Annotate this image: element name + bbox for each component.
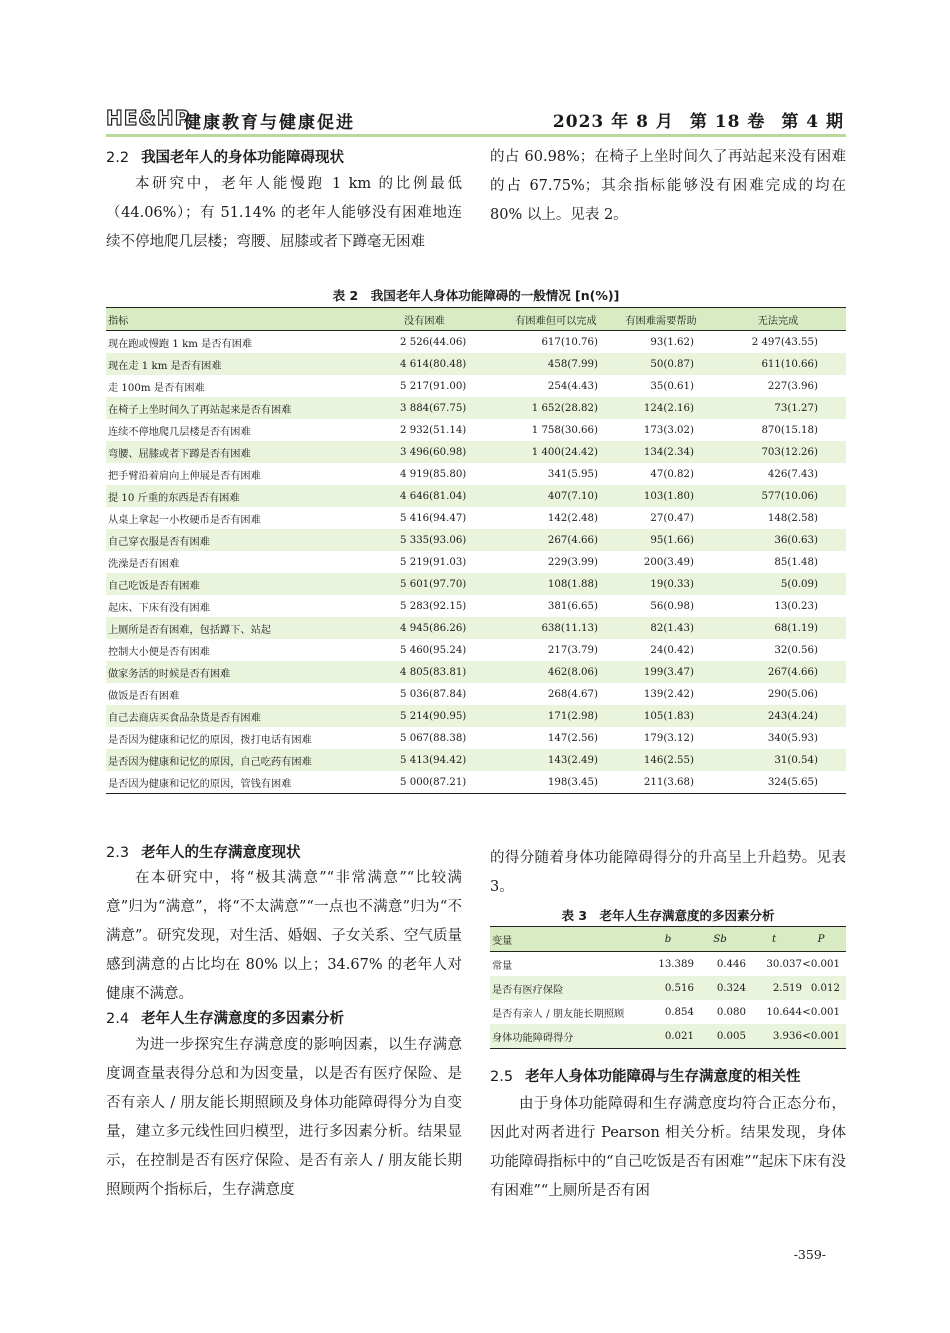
table-cell: 走 100m 是否有困难 [108, 382, 205, 394]
table-cell: 做家务活的时候是否有困难 [106, 661, 400, 683]
table-cell: 199(3.47) [612, 661, 710, 683]
section-2-4-paragraph-right: 的得分随着身体功能障碍得分的升高呈上升趋势。见表 3。 [490, 850, 846, 895]
section-heading-2-4 [106, 1008, 462, 1030]
table-cell: 703(12.26) [710, 441, 846, 463]
table-cell: 2 497(43.55) [751, 336, 818, 348]
section-number: 2.5 [490, 1069, 514, 1085]
table-cell: 32(0.56) [774, 644, 818, 656]
table-cell: 4 805(83.81) [400, 661, 500, 683]
table-cell: 2.519 [746, 976, 802, 1000]
issue-volume: 第 18 卷 [689, 112, 766, 132]
section-heading-2-3 [106, 842, 462, 864]
table-cell: 弯腰、屈膝或者下蹲是否有困难 [106, 441, 400, 463]
table-cell: 0.854 [664, 1006, 694, 1018]
table-row [106, 727, 846, 749]
table-cell: 870(15.18) [761, 424, 818, 436]
table-cell: 243(4.24) [710, 705, 846, 727]
table-cell: 现在走 1 km 是否有困难 [106, 353, 400, 375]
section-2-4-paragraph-left: 为进一步探究生存满意度的影响因素，以生存满意度调查量表得分总和为因变量，以是否有医疗保险、是否有亲人 / 朋友能长期照顾及身体功能障碍得分为自变量，建立多元线性回归模型，进行多因素分析。结果显示，在控制是否有医疗保险、是否有亲人 / 朋友能长期照顾两个指标后，生存满意度 [106, 1037, 462, 1198]
section-2-3-paragraph: 在本研究中，将“极其满意”“非常满意”“比较满意”归为“满意”，将“不太满意”“一点也不满意”归为“不满意”。研究发现，对生活、婚姻、子女关系、空气质量感到满意的占比均在 80% 以上；34.67% 的老年人对健康不满意。 [106, 870, 462, 1002]
table-cell: 控制大小便是否有困难 [108, 646, 210, 658]
section-heading-2-2 [106, 147, 462, 169]
table-row [106, 573, 846, 595]
table-cell: 把手臂沿着肩向上伸展是否有困难 [108, 470, 261, 482]
table-cell: 5 214(90.95) [400, 705, 500, 727]
table-row [106, 331, 846, 354]
table-cell: 身体功能障碍得分 [490, 1024, 642, 1049]
table-cell: 1 400(24.42) [500, 441, 612, 463]
table-cell: 36(0.63) [710, 529, 846, 551]
table-cell: 5 416(94.47) [400, 512, 467, 524]
table-cell: 是否有亲人 / 朋友能长期照顾 [492, 1008, 625, 1020]
table-cell: 93(1.62) [650, 336, 694, 348]
table-cell: 5 413(94.42) [400, 749, 500, 771]
issue-number: 第 4 期 [781, 112, 844, 132]
column-header: b [642, 927, 694, 952]
table-cell: 105(1.83) [612, 705, 710, 727]
table-cell: 95(1.66) [612, 529, 710, 551]
table-row [106, 441, 846, 463]
table-cell: 73(1.27) [710, 397, 846, 419]
table-cell: <0.001 [802, 1006, 840, 1018]
table-cell: 2 932(51.14) [400, 424, 467, 436]
table-cell: 5 335(93.06) [400, 529, 500, 551]
table-cell: 1 652(28.82) [500, 397, 612, 419]
table-row [106, 507, 846, 529]
table-cell: <0.001 [802, 958, 840, 970]
table-cell: 是否有医疗保险 [490, 976, 642, 1000]
table-cell: 211(3.68) [643, 776, 694, 788]
table-row [106, 485, 846, 507]
table-cell: <0.001 [802, 1024, 846, 1049]
table-cell: 4 945(86.26) [400, 617, 500, 639]
table-cell: 407(7.10) [500, 485, 612, 507]
header-rule [106, 134, 846, 137]
table-cell: 起床、下床有没有困难 [108, 602, 210, 614]
table-cell: 85(1.48) [774, 556, 818, 568]
table-cell: 290(5.06) [767, 688, 818, 700]
table-cell: 229(3.99) [547, 556, 598, 568]
table-cell: 200(3.49) [643, 556, 694, 568]
table-cell: 82(1.43) [612, 617, 710, 639]
table-row [106, 749, 846, 771]
column-header: 有困难需要帮助 [612, 308, 710, 331]
column-header: 指标 [106, 308, 400, 331]
table-cell: 上厕所是否有困难，包括蹲下、站起 [106, 617, 400, 639]
table-row [106, 661, 846, 683]
table-cell: 146(2.55) [612, 749, 710, 771]
table-cell: 5(0.09) [710, 573, 846, 595]
page-number: -359- [793, 1247, 826, 1262]
table-header-row [490, 927, 846, 952]
table-row [490, 952, 846, 977]
issue-date: 2023 年 8 月 [552, 112, 674, 132]
table-row [106, 463, 846, 485]
table-cell: 35(0.61) [650, 380, 694, 392]
table-cell: 0.516 [642, 976, 694, 1000]
table-cell: 4 919(85.80) [400, 468, 467, 480]
table-3-caption: 表 3 老年人生存满意度的多因素分析 [561, 908, 775, 923]
table-cell: 179(3.12) [643, 732, 694, 744]
journal-title: 健康教育与健康促进 [184, 113, 355, 133]
section-heading-2-5 [490, 1066, 846, 1088]
table-cell: 1 758(30.66) [531, 424, 598, 436]
table-3-body [490, 952, 846, 1049]
section-title: 老年人身体功能障碍与生存满意度的相关性 [525, 1069, 801, 1085]
table-cell: 5 000(87.21) [400, 776, 467, 788]
table-cell: 5 219(91.03) [400, 556, 467, 568]
table-cell: 是否因为健康和记忆的原因，自己吃药有困难 [106, 749, 400, 771]
table-cell: 做饭是否有困难 [108, 690, 180, 702]
table-cell: 洗澡是否有困难 [108, 558, 180, 570]
table-cell: 462(8.06) [500, 661, 612, 683]
table-header-row [106, 308, 846, 331]
section-number: 2.4 [106, 1011, 130, 1027]
table-cell: 217(3.79) [547, 644, 598, 656]
table-cell: 5 601(97.70) [400, 573, 500, 595]
table-cell: 自己去商店买食品杂货是否有困难 [106, 705, 400, 727]
table-cell: 27(0.47) [650, 512, 694, 524]
table-cell: 4 646(81.04) [400, 485, 500, 507]
table-cell: 147(2.56) [547, 732, 598, 744]
table-row [106, 353, 846, 375]
table-row [106, 419, 846, 441]
table-cell: 0.080 [716, 1006, 746, 1018]
table-cell: 24(0.42) [650, 644, 694, 656]
table-cell: 254(4.43) [547, 380, 598, 392]
table-cell: 124(2.16) [612, 397, 710, 419]
table-cell: 268(4.67) [547, 688, 598, 700]
table-cell: 常量 [492, 960, 513, 972]
table-cell: 381(6.65) [547, 600, 598, 612]
table-cell: 30.037 [766, 958, 802, 970]
table-cell: 13(0.23) [774, 600, 818, 612]
table-cell: 50(0.87) [612, 353, 710, 375]
table-cell: 4 614(80.48) [400, 353, 500, 375]
table-cell: 617(10.76) [541, 336, 598, 348]
table-cell: 19(0.33) [612, 573, 710, 595]
table-cell: 103(1.80) [612, 485, 710, 507]
table-cell: 是否因为健康和记忆的原因，管钱有困难 [108, 778, 292, 790]
section-title: 我国老年人的身体功能障碍现状 [141, 150, 345, 166]
table-cell: 108(1.88) [500, 573, 612, 595]
column-header: Sb [694, 927, 746, 952]
table-cell: 56(0.98) [650, 600, 694, 612]
issue-info [553, 107, 844, 132]
table-cell: 是否因为健康和记忆的原因，拨打电话有困难 [108, 734, 312, 746]
table-cell: 5 217(91.00) [400, 380, 467, 392]
table-cell: 0.446 [716, 958, 746, 970]
table-cell: 13.389 [658, 958, 694, 970]
section-title: 老年人生存满意度的多因素分析 [141, 1011, 345, 1027]
table-row [490, 1024, 846, 1049]
section-2-2-paragraph-left: 本研究中，老年人能慢跑 1 km 的比例最低（44.06%）；有 51.14% 的老年人能够没有困难地连续不停地爬几层楼；弯腰、屈膝或者下蹲毫无困难 [106, 176, 462, 250]
table-cell: 0.005 [694, 1024, 746, 1049]
table-cell: 267(4.66) [500, 529, 612, 551]
table-cell: 198(3.45) [547, 776, 598, 788]
table-cell: 从桌上拿起一小枚硬币是否有困难 [108, 514, 261, 526]
table-cell: 2 526(44.06) [400, 336, 467, 348]
journal-logo: HE&HP [106, 106, 191, 130]
table-row [106, 397, 846, 419]
table-row [106, 375, 846, 397]
table-row [106, 683, 846, 705]
table-cell: 638(11.13) [500, 617, 612, 639]
table-row [490, 976, 846, 1000]
section-number: 2.3 [106, 845, 130, 861]
table-cell: 31(0.54) [710, 749, 846, 771]
table-cell: 426(7.43) [767, 468, 818, 480]
table-cell: 3 884(67.75) [400, 397, 500, 419]
table-2-body [106, 331, 846, 794]
table-cell: 3.936 [746, 1024, 802, 1049]
column-header: P [802, 927, 846, 952]
table-2 [106, 307, 846, 794]
table-cell: 自己穿衣服是否有困难 [106, 529, 400, 551]
column-header: 没有困难 [400, 308, 500, 331]
section-title: 老年人的生存满意度现状 [141, 845, 301, 861]
table-cell: 47(0.82) [650, 468, 694, 480]
table-cell: 143(2.49) [500, 749, 612, 771]
table-cell: 5 460(95.24) [400, 644, 467, 656]
table-row [106, 705, 846, 727]
table-cell: 148(2.58) [767, 512, 818, 524]
table-cell: 5 036(87.84) [400, 688, 467, 700]
table-row [106, 617, 846, 639]
column-header: t [746, 927, 802, 952]
table-cell: 577(10.06) [710, 485, 846, 507]
table-cell: 0.021 [642, 1024, 694, 1049]
table-cell: 173(3.02) [643, 424, 694, 436]
table-cell: 在椅子上坐时间久了再站起来是否有困难 [106, 397, 400, 419]
table-cell: 227(3.96) [767, 380, 818, 392]
section-number: 2.2 [106, 150, 130, 166]
column-header: 变量 [490, 927, 642, 952]
table-cell: 611(10.66) [710, 353, 846, 375]
table-cell: 267(4.66) [710, 661, 846, 683]
table-cell: 0.324 [694, 976, 746, 1000]
table-cell: 341(5.95) [547, 468, 598, 480]
table-cell: 142(2.48) [547, 512, 598, 524]
table-cell: 171(2.98) [500, 705, 612, 727]
table-cell: 324(5.65) [767, 776, 818, 788]
table-row [106, 639, 846, 661]
table-2-caption: 表 2 我国老年人身体功能障碍的一般情况 [n(%)] [332, 288, 620, 303]
section-2-2-paragraph-right: 的占 60.98%；在椅子上坐时间久了再站起来没有困难的占 67.75%；其余指标能够没有困难完成的均在 80% 以上。见表 2。 [490, 149, 846, 223]
table-row [106, 595, 846, 617]
table-cell: 5 067(88.38) [400, 732, 467, 744]
table-cell: 5 283(92.15) [400, 600, 467, 612]
table-cell: 134(2.34) [612, 441, 710, 463]
table-row [106, 771, 846, 794]
table-cell: 0.012 [802, 976, 846, 1000]
table-cell: 458(7.99) [500, 353, 612, 375]
table-cell: 10.644 [766, 1006, 802, 1018]
table-cell: 340(5.93) [767, 732, 818, 744]
table-cell: 现在跑或慢跑 1 km 是否有困难 [108, 338, 253, 350]
table-3 [490, 926, 846, 1049]
table-row [490, 1000, 846, 1024]
table-row [106, 551, 846, 573]
column-header: 无法完成 [710, 308, 846, 331]
table-cell: 自己吃饭是否有困难 [106, 573, 400, 595]
table-row [106, 529, 846, 551]
section-2-5-paragraph: 由于身体功能障碍和生存满意度均符合正态分布，因此对两者进行 Pearson 相关分析。结果发现，身体功能障碍指标中的“自己吃饭是否有困难”“起床下床有没有困难”“上厕所是否有困 [490, 1096, 846, 1199]
table-cell: 68(1.19) [710, 617, 846, 639]
table-cell: 3 496(60.98) [400, 441, 500, 463]
table-cell: 139(2.42) [643, 688, 694, 700]
table-cell: 提 10 斤重的东西是否有困难 [106, 485, 400, 507]
table-cell: 连续不停地爬几层楼是否有困难 [108, 426, 251, 438]
column-header: 有困难但可以完成 [500, 308, 612, 331]
